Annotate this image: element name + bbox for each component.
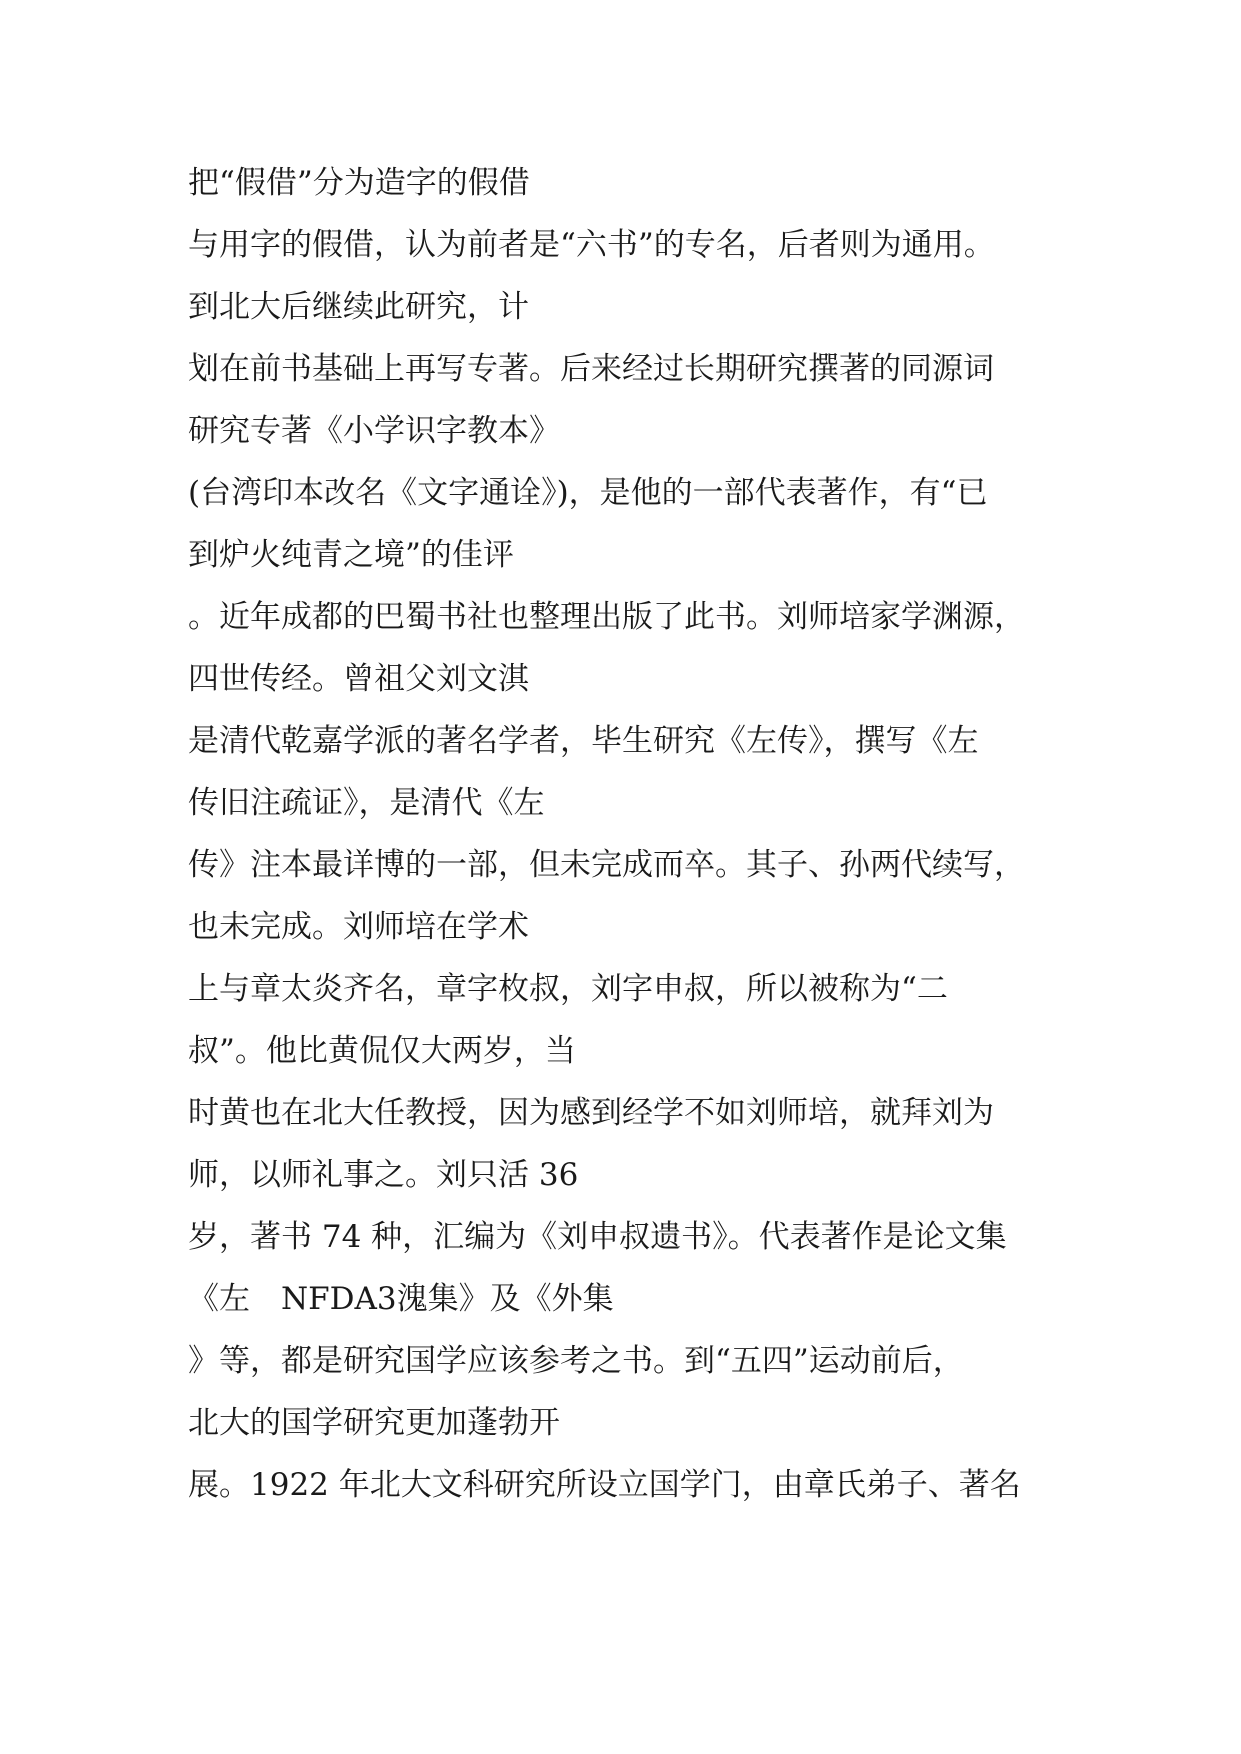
- text-line-20: 》等，都是研究国学应该参考之书。到“五四”运动前后，: [188, 1343, 964, 1379]
- text-line-8: 。近年成都的巴蜀书社也整理出版了此书。刘师培家学渊源，: [188, 599, 1025, 635]
- text-line-3: 到北大后继续此研究，计: [188, 289, 529, 325]
- text-line-5: 研究专著《小学识字教本》: [188, 413, 560, 449]
- text-line-11: 传旧注疏证》，是清代《左: [188, 785, 545, 821]
- text-line-7: 到炉火纯青之境”的佳评: [188, 537, 514, 573]
- text-line-4: 划在前书基础上再写专著。后来经过长期研究撰著的同源词: [188, 351, 994, 387]
- text-line-19: 《左 NFDA3溾集》及《外集: [188, 1281, 614, 1317]
- body-text: [188, 152, 1068, 1516]
- text-line-1: 把“假借”分为造字的假借: [188, 165, 530, 201]
- text-line-16: 时黄也在北大任教授，因为感到经学不如刘师培，就拜刘为: [188, 1095, 994, 1131]
- text-line-14: 上与章太炎齐名，章字枚叔，刘字申叔，所以被称为“二: [188, 971, 948, 1007]
- text-line-13: 也未完成。刘师培在学术: [188, 909, 529, 945]
- text-line-15: 叔”。他比黄侃仅大两岁，当: [188, 1033, 576, 1069]
- text-line-21: 北大的国学研究更加蓬勃开: [188, 1405, 560, 1441]
- text-line-10: 是清代乾嘉学派的著名学者，毕生研究《左传》，撰写《左: [188, 723, 979, 759]
- text-line-17: 师，以师礼事之。刘只活 36: [188, 1157, 579, 1193]
- text-line-2: 与用字的假借，认为前者是“六书”的专名，后者则为通用。: [188, 227, 995, 263]
- text-line-9: 四世传经。曾祖父刘文淇: [188, 661, 529, 697]
- text-line-22: 展。1922 年北大文科研究所设立国学门，由章氏弟子、著名: [188, 1467, 1021, 1503]
- text-line-18: 岁，著书 74 种，汇编为《刘申叔遗书》。代表著作是论文集: [188, 1219, 1007, 1255]
- text-line-12: 传》注本最详博的一部，但未完成而卒。其子、孙两代续写，: [188, 847, 1025, 883]
- text-line-6: (台湾印本改名《文字通诠》)，是他的一部代表著作，有“已: [188, 475, 988, 511]
